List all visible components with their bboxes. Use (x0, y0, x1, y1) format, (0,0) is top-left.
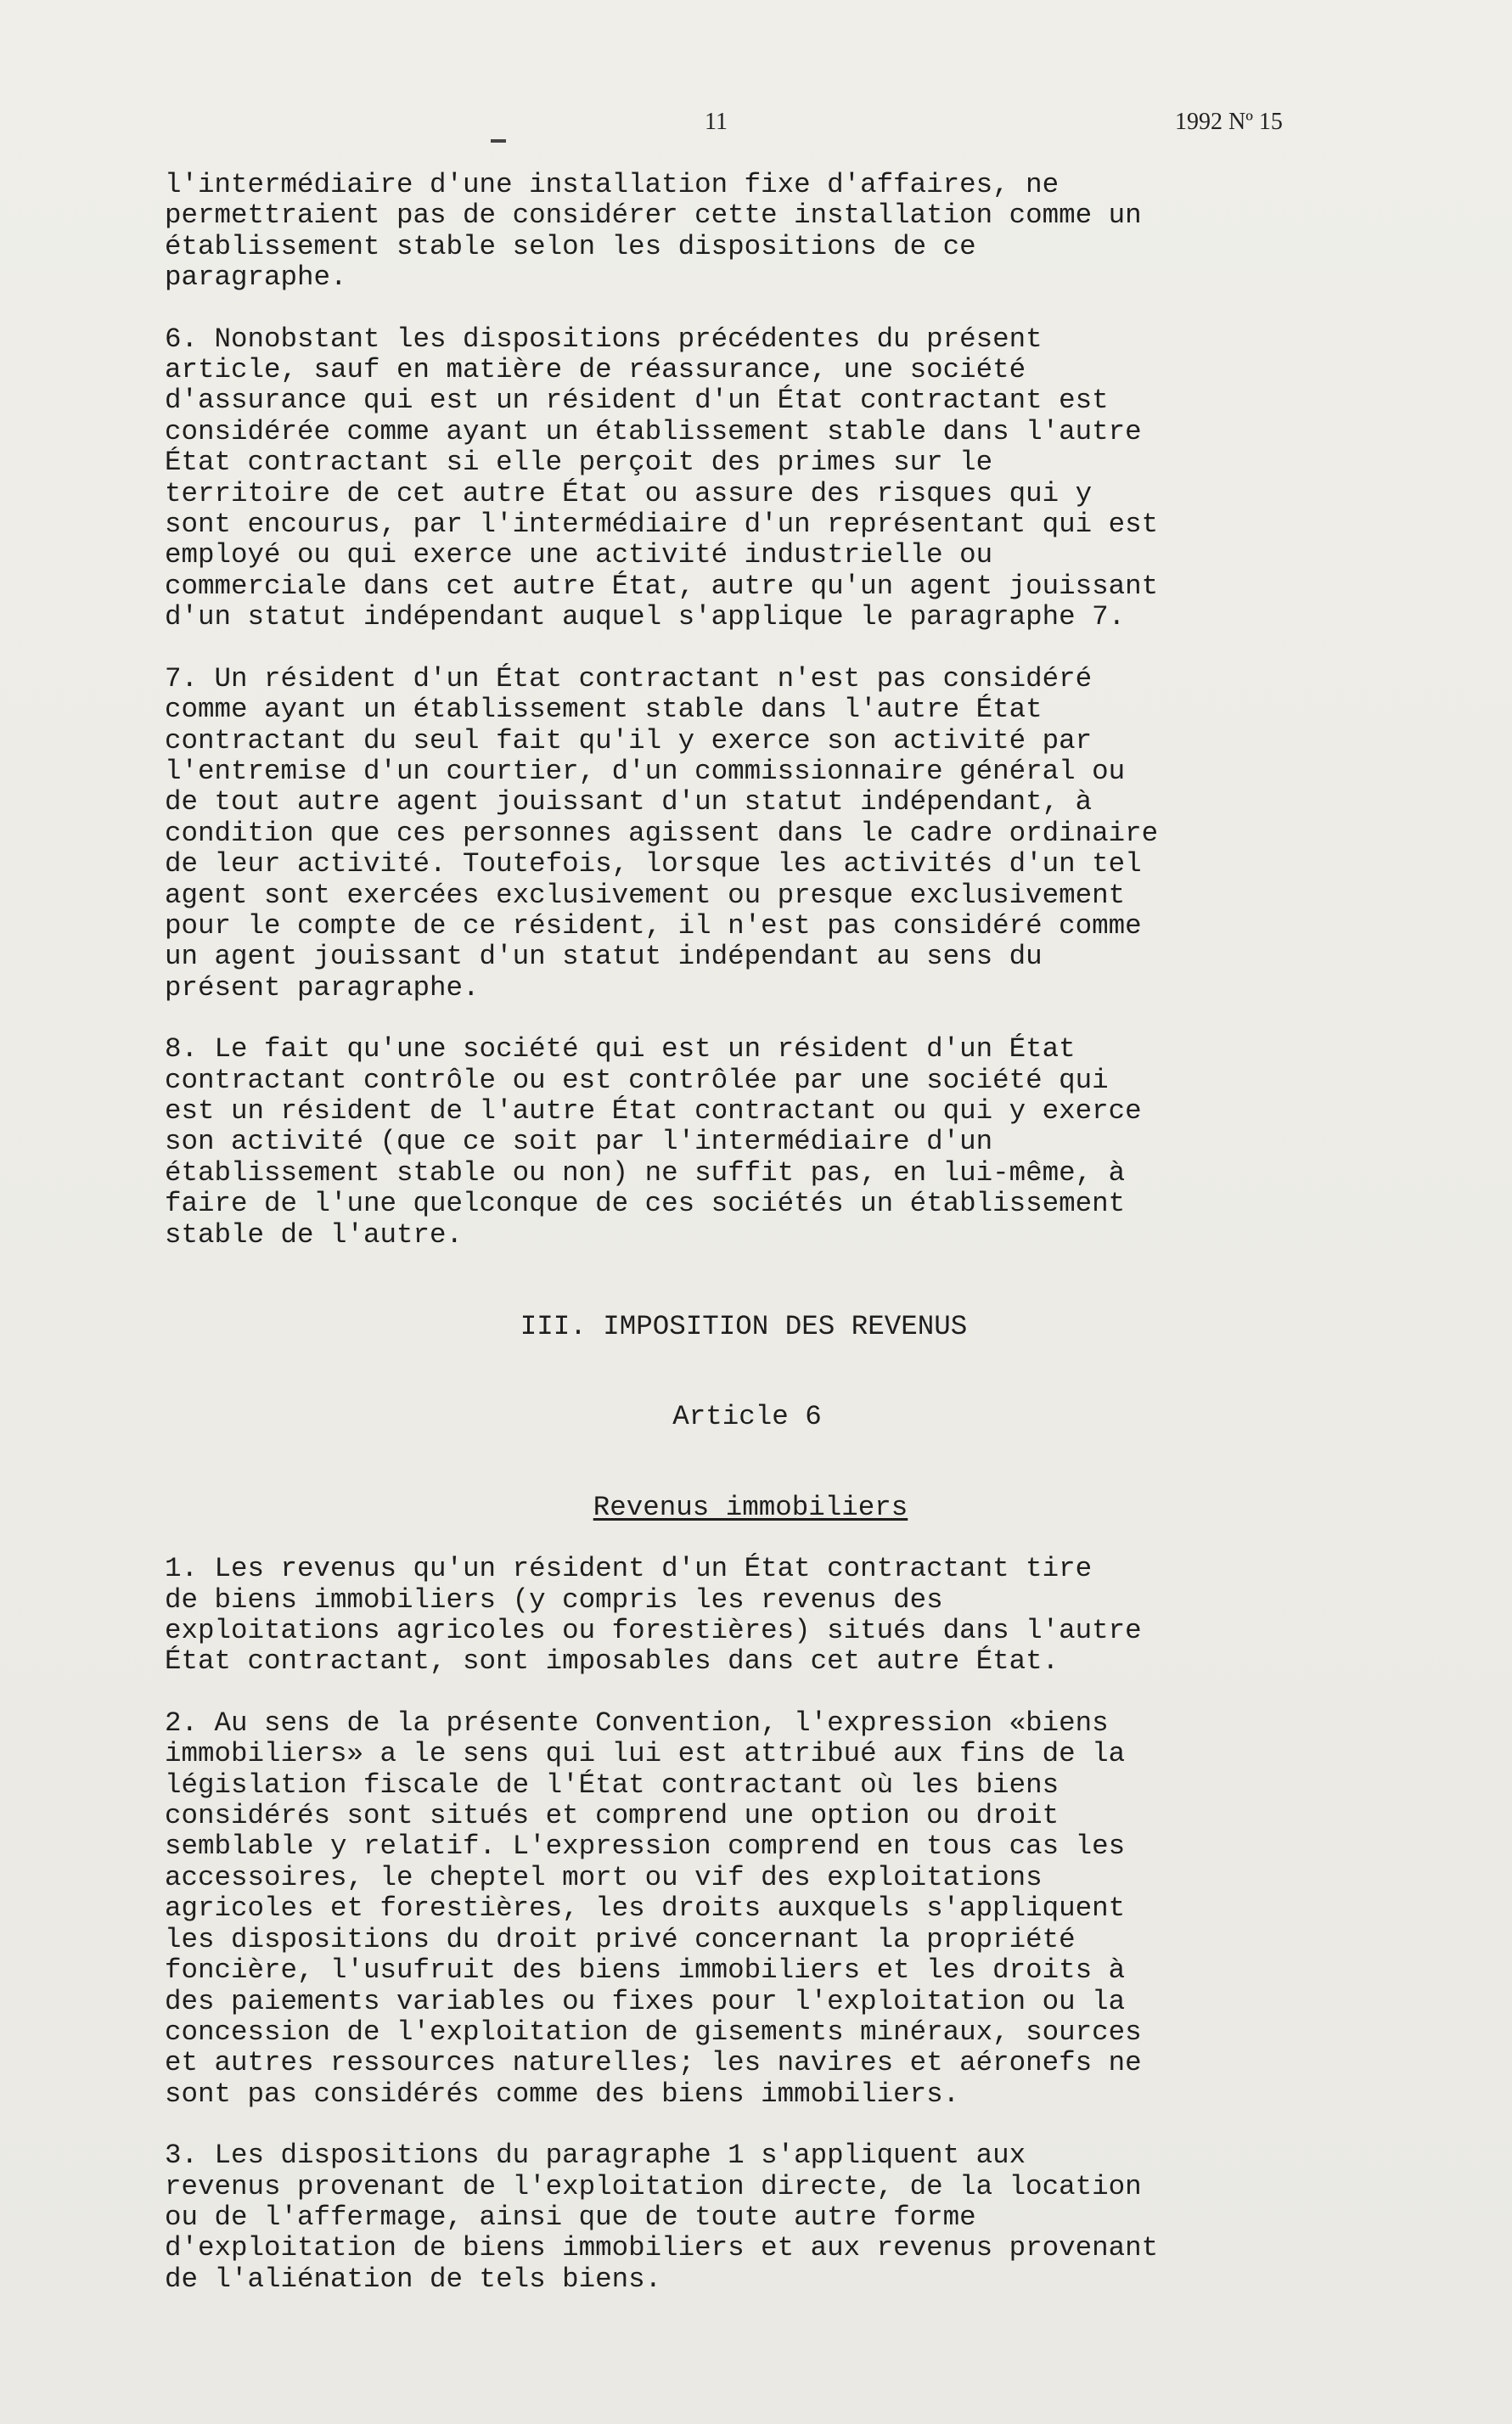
page-number: 11 (705, 109, 728, 135)
document-body (165, 170, 1353, 2295)
paragraph-6: 6. Nonobstant les dispositions précédentes du présent article, sauf en matière de réassurance, une société d'assurance qui est un résident d'un État contractant est considérée comme ayant un établissement stable dans l'autre État contractant si elle perçoit des primes sur le territoire de cet autre État ou assure des risques qui y sont encourus, par l'intermédiaire d'un représentant qui est employé ou qui exerce une activité industrielle ou commerciale dans cet autre État, autre qu'un agent jouissant d'un statut indépendant auquel s'applique le paragraphe 7. (165, 323, 1159, 633)
paragraph-8: 8. Le fait qu'une société qui est un résident d'un État contractant contrôle ou est contrôlée par une société qui est un résident de l'autre État contractant ou qui y exerce son activité (que ce soit par l'intermédiaire d'un établissement stable ou non) ne suffit pas, en lui-même, à faire de l'une quelconque de ces sociétés un établissement stable de l'autre. (165, 1033, 1142, 1251)
article-heading: Article 6 (672, 1401, 822, 1433)
article-6-paragraph-3: 3. Les dispositions du paragraphe 1 s'appliquent aux revenus provenant de l'exploitation directe, de la location ou de l'affermage, ainsi que de toute autre forme d'exploitation de biens immobiliers et aux revenus provenant de l'aliénation de tels biens. (165, 2140, 1159, 2295)
section-heading: III. IMPOSITION DES REVENUS (520, 1311, 968, 1342)
article-6-paragraph-1: 1. Les revenus qu'un résident d'un État contractant tire de biens immobiliers (y compris les revenus des exploitations agricoles ou forestières) situés dans l'autre État contractant, sont imposables dans cet autre État. (165, 1553, 1142, 1678)
article-subheading: Revenus immobiliers (593, 1491, 908, 1523)
scan-mark (491, 139, 506, 143)
paragraph-continuation: l'intermédiaire d'une installation fixe d'affaires, ne permettraient pas de considérer cette installation comme un établissement stable selon les dispositions de ce paragraphe. (165, 169, 1142, 294)
issue-label: 1992 Nº 15 (1175, 109, 1283, 135)
paragraph-7: 7. Un résident d'un État contractant n'est pas considéré comme ayant un établissement stable dans l'autre État contractant du seul fait qu'il y exerce son activité par l'entremise d'un courtier, d'un commissionnaire général ou de tout autre agent jouissant d'un statut indépendant, à condition que ces personnes agissent dans le cadre ordinaire de leur activité. Toutefois, lorsque les activités d'un tel agent sont exercées exclusivement ou presque exclusivement pour le compte de ce résident, il n'est pas considéré comme un agent jouissant d'un statut indépendant au sens du présent paragraphe. (165, 662, 1159, 1004)
article-6-paragraph-2: 2. Au sens de la présente Convention, l'expression «biens immobiliers» a le sens qui lui est attribué aux fins de la législation fiscale de l'État contractant où les biens considérés sont situés et comprend une option ou droit semblable y relatif. L'expression comprend en tous cas les accessoires, le cheptel mort ou vif des exploitations agricoles et forestières, les droits auxquels s'appliquent les dispositions du droit privé concernant la propriété foncière, l'usufruit des biens immobiliers et les droits à des paiements variables ou fixes pour l'exploitation ou la concession de l'exploitation de gisements minéraux, sources et autres ressources naturelles; les navires et aéronefs ne sont pas considérés comme des biens immobiliers. (165, 1707, 1142, 2110)
